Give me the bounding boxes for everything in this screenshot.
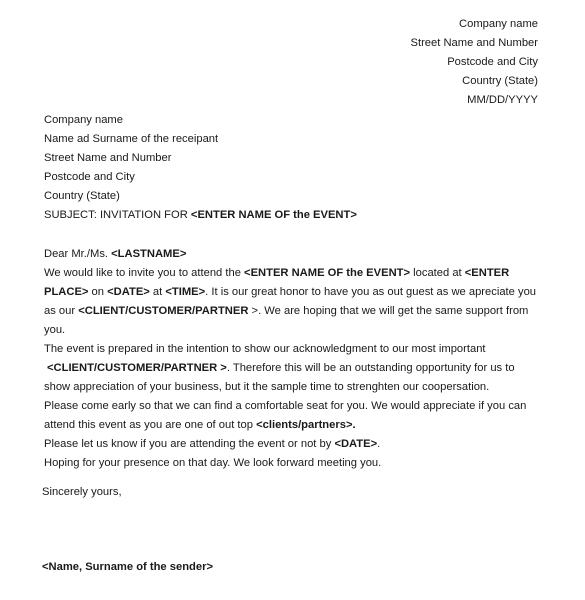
place-placeholder-start: <ENTER <box>464 267 510 279</box>
body-line-8: Please come early so that we can find a comfortable seat for you. We would appreciate if you can <box>44 400 527 412</box>
body-line-6 <box>44 359 544 378</box>
recipient-postcode-city: Postcode and City <box>44 171 135 183</box>
subject-event-placeholder: <ENTER NAME OF the EVENT> <box>190 209 357 221</box>
body-text: at <box>149 286 166 298</box>
body-line-7: show appreciation of your business, but it the sample time to strenghten our coopersation. <box>44 381 490 393</box>
body-text: located at <box>410 267 465 279</box>
client-placeholder: <CLIENT/CUSTOMER/PARTNER <box>78 305 249 317</box>
body-line-2 <box>44 283 544 302</box>
body-line-1 <box>44 264 544 283</box>
date-placeholder: <DATE> <box>107 286 150 298</box>
recipient-street: Street Name and Number <box>44 152 172 164</box>
sender-signature-placeholder <box>42 558 213 577</box>
lastname-placeholder: <LASTNAME> <box>111 248 187 260</box>
body-text: We would like to invite you to attend the <box>44 267 245 279</box>
client-placeholder: <CLIENT/CUSTOMER/PARTNER > <box>47 362 227 374</box>
body-text: attend this event as you are one of out top <box>44 419 257 431</box>
signature-text: <Name, Surname of the sender> <box>42 561 213 573</box>
sender-company: Company name <box>459 18 538 30</box>
place-placeholder-end: PLACE> <box>44 286 89 298</box>
subject-line <box>44 206 357 225</box>
body-text: . <box>377 438 381 450</box>
body-line-3 <box>44 302 544 321</box>
clients-partners-placeholder: <clients/partners>. <box>256 419 356 431</box>
sender-address-block <box>411 15 538 110</box>
greeting-text: Dear Mr./Ms. <box>44 248 112 260</box>
body-text: >. We are hoping that we will get the same support from <box>248 305 529 317</box>
body-line-4: you. <box>44 324 66 336</box>
body-line-10 <box>44 435 544 454</box>
recipient-address-block <box>44 111 357 225</box>
letter-body <box>44 245 544 473</box>
recipient-country: Country (State) <box>44 190 120 202</box>
body-text: . It is our great honor to have you as out guest as we apreciate you <box>205 286 537 298</box>
closing: Sincerely yours, <box>42 486 122 498</box>
sender-street: Street Name and Number <box>410 37 538 49</box>
body-text: Please let us know if you are attending the event or not by <box>44 438 335 450</box>
event-name-placeholder: <ENTER NAME OF the EVENT> <box>244 267 411 279</box>
sender-postcode-city: Postcode and City <box>447 56 538 68</box>
date-placeholder: <DATE> <box>334 438 378 450</box>
body-text: . Therefore this will be an outstanding opportunity for us to <box>226 362 515 374</box>
sender-country: Country (State) <box>462 75 538 87</box>
letter-date: MM/DD/YYYY <box>467 94 538 106</box>
body-text: as our <box>44 305 79 317</box>
body-line-11: Hoping for your presence on that day. We look forward meeting you. <box>44 457 382 469</box>
body-line-9 <box>44 416 544 435</box>
body-line-5: The event is prepared in the intention to show our acknowledgment to our most important <box>44 343 486 355</box>
recipient-company: Company name <box>44 114 123 126</box>
greeting <box>44 245 544 264</box>
time-placeholder: <TIME> <box>165 286 206 298</box>
body-text: on <box>88 286 108 298</box>
recipient-name: Name ad Surname of the receipant <box>44 133 219 145</box>
subject-prefix: SUBJECT: INVITATION FOR <box>44 209 191 221</box>
